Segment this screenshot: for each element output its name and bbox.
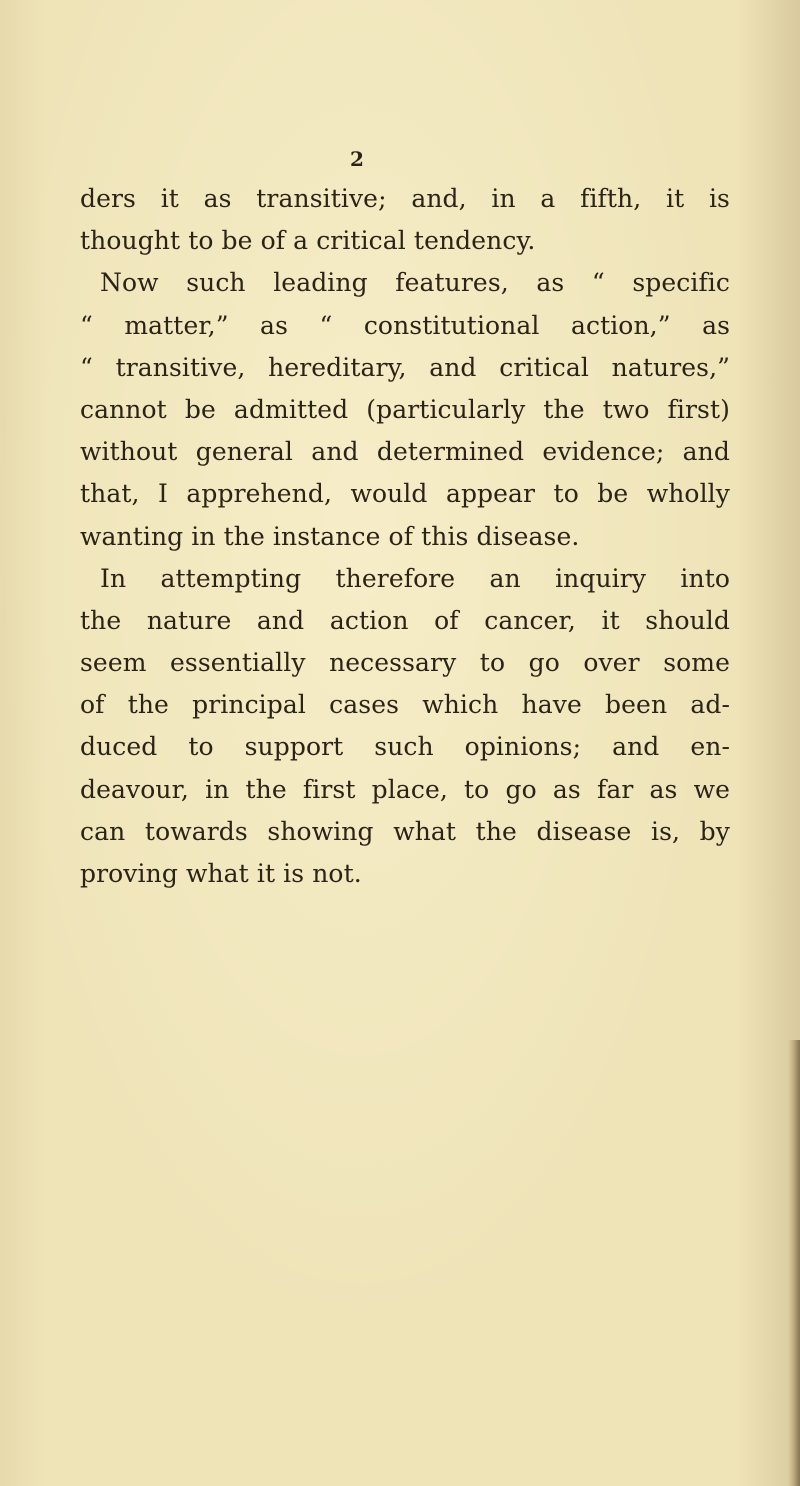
body-text (80, 178, 730, 895)
text-line: In attempting therefore an inquiry into (100, 563, 730, 593)
text-line: can towards showing what the disease is, by (80, 816, 730, 846)
text-line: seem essentially necessary to go over some (80, 648, 730, 678)
page-edge-shadow (788, 1040, 800, 1486)
text-line: ders it as transitive; and, in a fifth, it is (80, 184, 730, 213)
text-line: without general and determined evidence; and (80, 437, 730, 467)
text-line: Now such leading features, as “ specific (100, 268, 730, 298)
text-line: duced to support such opinions; and en- (80, 732, 730, 762)
text-line: deavour, in the first place, to go as far as we (80, 774, 730, 804)
text-line: wanting in the instance of this disease. (80, 521, 580, 551)
page-number: 2 (350, 147, 364, 171)
text-line: the nature and action of cancer, it should (80, 605, 730, 635)
text-line: “ matter,” as “ constitutional action,” as (80, 310, 730, 340)
text-line: thought to be of a critical tendency. (80, 226, 536, 256)
text-line: “ transitive, hereditary, and critical natures,” (80, 352, 730, 382)
text-line: cannot be admitted (particularly the two first) (80, 394, 730, 424)
text-line: that, I apprehend, would appear to be wholly (80, 479, 730, 509)
text-line: of the principal cases which have been ad- (80, 690, 730, 720)
text-line: proving what it is not. (80, 859, 362, 888)
